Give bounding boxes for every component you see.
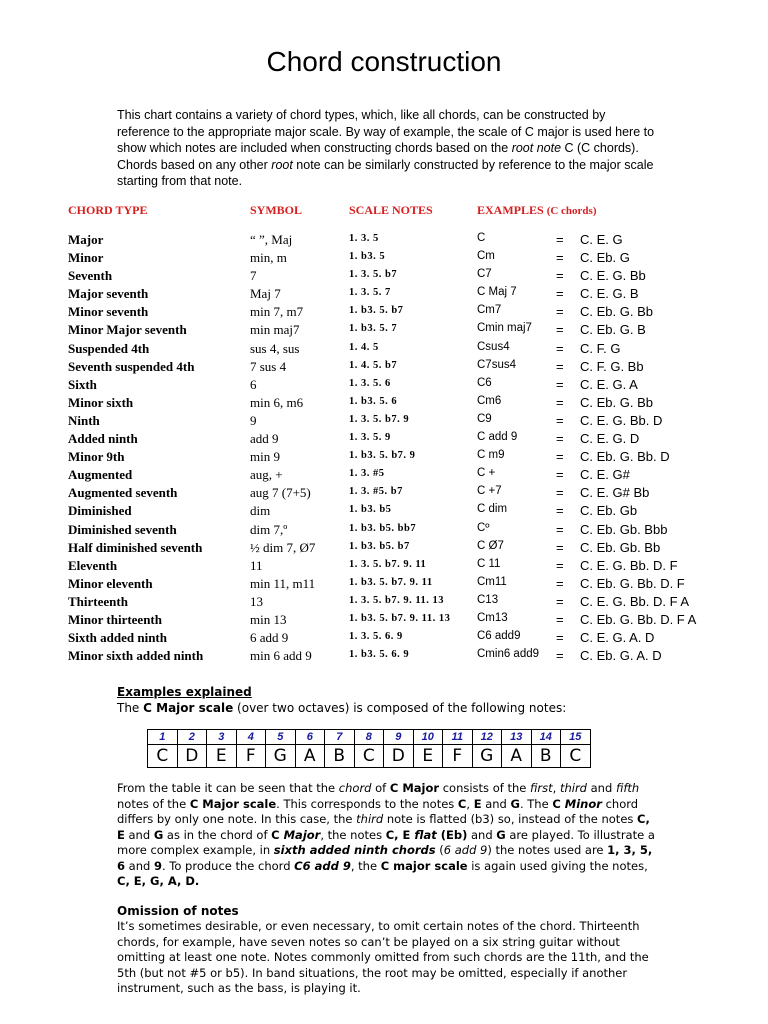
scale-note-cell: B <box>531 745 561 768</box>
table-row <box>0 268 768 286</box>
symbol-cell: min 11, m11 <box>250 575 316 591</box>
scale-degree-cell: 13 <box>502 730 532 745</box>
example-cell: C9 <box>477 412 492 425</box>
symbol-cell: min, m <box>250 250 287 266</box>
example-cell: Cm11 <box>477 575 507 588</box>
explanation-segment: and <box>125 858 154 873</box>
table-row <box>0 377 768 395</box>
equals-sign: = <box>556 611 564 627</box>
symbol-cell: ½ dim 7, Ø7 <box>250 539 316 555</box>
chord-type-cell: Minor sixth <box>68 394 134 410</box>
chord-type-cell: Sixth <box>68 376 97 392</box>
example-cell: C +7 <box>477 485 502 498</box>
chord-type-cell: Eleventh <box>68 557 118 573</box>
explanation-segment: , the <box>350 858 381 873</box>
chord-type-cell: Suspended 4th <box>68 340 150 356</box>
scale-degree-cell: 4 <box>236 730 266 745</box>
scale-notes-cell: 1. b3. b5 <box>349 504 392 516</box>
explanation-segment: C <box>552 796 565 811</box>
table-row <box>0 576 768 594</box>
explanation-segment: C Major scale <box>189 796 277 811</box>
explanation-segment: , <box>552 781 560 795</box>
result-notes-cell: C. E. G. Bb. D. F A <box>580 593 690 609</box>
explanation-segment: ( <box>435 843 444 857</box>
scale-note-cell: D <box>177 745 207 768</box>
symbol-cell: “ ”, Maj <box>250 232 293 247</box>
result-notes-cell: C. Eb. Gb. Bbb <box>580 521 668 537</box>
explanation-segment: . This corresponds to the notes <box>276 796 458 811</box>
scale-degree-cell: 1 <box>148 730 178 745</box>
explanation-segment: C <box>271 827 284 842</box>
intro-root-note: root note <box>511 141 562 155</box>
table-row <box>0 286 768 304</box>
scale-notes-cell: 1. 3. 5. 6. 9 <box>349 631 403 643</box>
symbol-cell: 6 <box>250 376 257 392</box>
equals-sign: = <box>556 648 564 664</box>
scale-notes-cell: 1. b3. 5. b7. 9 <box>349 450 416 462</box>
table-row <box>0 431 768 449</box>
scale-note-cell: E <box>207 745 237 768</box>
table-row <box>0 467 768 485</box>
explanation-segment: sixth added ninth chords <box>273 843 436 857</box>
example-cell: C add 9 <box>477 431 518 444</box>
symbol-cell: 6 add 9 <box>250 630 289 646</box>
example-cell: C 11 <box>477 557 501 570</box>
explanation-segment: C <box>457 796 467 811</box>
explanation-segment: of <box>371 781 390 795</box>
explanation-segment: , the notes <box>320 827 386 842</box>
explanation-segment: C, E <box>117 812 650 842</box>
result-notes-cell: C. Eb. G. Bb. D <box>580 449 670 465</box>
example-cell: C7 <box>477 268 492 281</box>
symbol-cell: Maj 7 <box>250 286 281 302</box>
example-cell: C m9 <box>477 449 505 462</box>
table-row <box>0 250 768 268</box>
explanation-segment: . The <box>519 796 553 811</box>
example-cell: Cm <box>477 250 495 263</box>
explanation-segment: 1, 3, 5, 6 <box>117 843 653 873</box>
result-notes-cell: C. E. G# <box>580 467 630 483</box>
explanation-segment: fifth <box>615 781 640 795</box>
scale-notes-cell: 1. b3. 5. b7. 9. 11. 13 <box>349 612 451 624</box>
scale-notes-cell: 1. 3. 5 <box>349 233 379 244</box>
chord-type-cell: Minor eleventh <box>68 575 153 591</box>
explanation-segment: C Major <box>389 781 440 795</box>
table-row <box>0 322 768 340</box>
symbol-cell: min maj7 <box>250 322 300 338</box>
explanation-segment: and <box>481 796 511 811</box>
example-cell: Cmin6 add9 <box>477 648 540 661</box>
table-row <box>0 304 768 322</box>
symbol-cell: aug, + <box>250 467 283 483</box>
scale-notes-cell: 1. 3. 5. b7 <box>349 269 398 281</box>
example-cell: C <box>477 232 486 244</box>
result-notes-cell: C. E. G. Bb. D. F <box>580 557 678 573</box>
page-title: Chord construction <box>266 46 502 77</box>
result-notes-cell: C. E. G. Bb <box>580 268 646 284</box>
symbol-cell: min 9 <box>250 449 280 465</box>
table-row <box>0 449 768 467</box>
chord-type-cell: Augmented <box>68 467 133 483</box>
scale-notes-cell: 1. 3. #5 <box>349 468 385 480</box>
chord-type-cell: Diminished <box>68 503 132 519</box>
scale-degree-cell: 8 <box>354 730 384 745</box>
result-notes-cell: C. Eb. Gb <box>580 503 638 519</box>
explanation-segment: chord differs by only one note. In this case, the <box>117 796 639 826</box>
explanation-segment: chord <box>338 781 372 795</box>
examples-intro <box>117 701 657 717</box>
chord-type-cell: Diminished seventh <box>68 521 177 537</box>
scale-degree-cell: 2 <box>177 730 207 745</box>
scale-note-cell: A <box>502 745 532 768</box>
equals-sign: = <box>556 358 564 374</box>
symbol-cell: 11 <box>250 557 263 573</box>
explanation-segment: C major scale <box>380 858 468 873</box>
result-notes-cell: C. E. G. D <box>580 431 640 447</box>
symbol-cell: min 13 <box>250 611 287 627</box>
result-notes-cell: C. E. G. A. D <box>580 630 655 646</box>
header-chord-type: CHORD TYPE <box>68 203 148 217</box>
equals-sign: = <box>556 449 564 465</box>
example-cell: Cº <box>477 521 490 534</box>
explanation-segment: and <box>586 781 616 795</box>
table-row <box>0 612 768 630</box>
explanation-segment: C6 add 9 <box>294 858 351 873</box>
example-cell: C + <box>477 467 496 480</box>
chord-type-cell: Thirteenth <box>68 593 128 609</box>
scale-note-cell: F <box>443 745 473 768</box>
scale-degree-cell: 12 <box>472 730 502 745</box>
scale-note-cell: C <box>148 745 178 768</box>
example-cell: Cm7 <box>477 304 502 317</box>
explanation-segment: (Eb) <box>436 827 468 842</box>
explanation-segment: . To produce the chord <box>161 858 295 873</box>
example-cell: C13 <box>477 593 499 606</box>
table-row <box>0 413 768 431</box>
scale-notes-cell: 1. b3. b5. bb7 <box>349 522 417 534</box>
scale-degree-row <box>148 730 591 745</box>
scale-degree-cell: 10 <box>413 730 443 745</box>
scale-notes-cell: 1. b3. 5. b7. 9. 11 <box>349 576 433 588</box>
chord-type-cell: Added ninth <box>68 431 138 447</box>
chord-type-cell: Major seventh <box>68 286 149 302</box>
result-notes-cell: C. E. G# Bb <box>580 485 650 501</box>
explanation-segment: notes of the <box>117 796 190 811</box>
symbol-cell: sus 4, sus <box>250 340 300 356</box>
scale-note-cell: D <box>384 745 414 768</box>
symbol-cell: 9 <box>250 412 257 428</box>
examples-heading: Examples explained <box>117 685 252 699</box>
table-row <box>0 540 768 558</box>
equals-sign: = <box>556 232 564 247</box>
explanation-segment: are played. To illustrate a more complex example, in <box>117 827 655 857</box>
result-notes-cell: C. Eb. G. B <box>580 322 646 338</box>
result-notes-cell: C. F. G <box>580 340 621 356</box>
scale-notes-cell: 1. 3. 5. b7. 9 <box>349 413 410 425</box>
example-cell: C6 add9 <box>477 630 521 643</box>
symbol-cell: 7 sus 4 <box>250 358 287 374</box>
equals-sign: = <box>556 322 564 338</box>
table-row <box>0 558 768 576</box>
explanation-paragraph <box>117 781 657 890</box>
explanation-segment: flat <box>414 827 437 842</box>
table-row <box>0 232 768 250</box>
scale-notes-cell: 1. b3. b5. b7 <box>349 540 410 552</box>
example-cell: Cm6 <box>477 394 502 407</box>
intro-root: root <box>271 157 293 172</box>
chord-type-cell: Minor Major seventh <box>68 322 187 338</box>
result-notes-cell: C. Eb. G. Bb. D. F <box>580 575 685 591</box>
explanation-segment: , <box>466 796 474 811</box>
chord-type-cell: Seventh suspended 4th <box>68 358 195 374</box>
explanation-segment: From the table it can be seen that the <box>117 781 339 795</box>
intro-paragraph <box>117 107 657 190</box>
explanation-segment: and <box>124 827 154 842</box>
table-row <box>0 594 768 612</box>
scale-notes-cell: 1. b3. 5. 6. 9 <box>349 649 410 661</box>
result-notes-cell: C. E. G <box>580 232 623 247</box>
table-row <box>0 648 768 666</box>
intro-text-3: note can be similarly constructed by reference to the major scale starting from that note. <box>117 157 654 188</box>
scale-note-cell: C <box>561 745 591 768</box>
omission-paragraph: It’s sometimes desirable, or even necessary, to omit certain notes of the chord. Thirteenth chords, for example, have seven notes so can’t be played on a six string guitar without omitting at least one note. Notes commonly omitted from such chords are the 11th, and the 5th (but not #5 or b5). In band situations, the root may be omitted, especially if another instrument, such as the bass, is playing it. <box>117 919 649 995</box>
example-cell: C dim <box>477 503 508 516</box>
explanation-segment: as in the chord of <box>163 827 272 842</box>
example-cell: Csus4 <box>477 340 510 353</box>
scale-note-cell: F <box>236 745 266 768</box>
header-examples-sub: (C chords) <box>546 205 597 217</box>
equals-sign: = <box>556 394 564 410</box>
explanation-segment: G <box>153 827 164 842</box>
symbol-cell: add 9 <box>250 431 279 447</box>
explanation-segment: first <box>529 781 553 795</box>
chord-type-cell: Minor thirteenth <box>68 611 162 627</box>
example-cell: C6 <box>477 376 492 389</box>
equals-sign: = <box>556 630 564 646</box>
scale-notes-cell: 1. 3. 5. b7. 9. 11. 13 <box>349 594 445 606</box>
scale-degree-cell: 5 <box>266 730 296 745</box>
example-cell: C Ø7 <box>477 539 504 552</box>
result-notes-cell: C. E. G. Bb. D <box>580 412 663 428</box>
examples-intro-c: (over two octaves) is composed of the following notes: <box>233 701 567 715</box>
example-cell: Cmin maj7 <box>477 322 532 335</box>
explanation-segment: C, E, G, A, D. <box>117 874 200 888</box>
explanation-segment: third <box>356 812 384 826</box>
scale-notes-cell: 1. b3. 5. 6 <box>349 395 398 407</box>
result-notes-cell: C. Eb. G. Bb. D. F A <box>580 611 697 627</box>
result-notes-cell: C. Eb. G. Bb <box>580 394 653 410</box>
c-major-scale-table <box>147 729 591 768</box>
examples-intro-b: C Major scale <box>143 701 234 715</box>
result-notes-cell: C. Eb. G. A. D <box>580 648 662 664</box>
scale-note-cell: G <box>472 745 502 768</box>
explanation-segment: ) the notes used are <box>487 843 608 857</box>
chord-type-cell: Ninth <box>68 412 100 428</box>
equals-sign: = <box>556 467 564 483</box>
chord-type-cell: Sixth added ninth <box>68 630 167 646</box>
result-notes-cell: C. E. G. B <box>580 286 639 302</box>
scale-note-cell: C <box>354 745 384 768</box>
explanation-segment: is again used giving the notes, <box>467 858 648 873</box>
explanation-segment: G <box>510 796 520 811</box>
scale-notes-cell: 1. 4. 5 <box>349 341 379 353</box>
symbol-cell: min 6, m6 <box>250 394 304 410</box>
table-row <box>0 485 768 503</box>
example-cell: C7sus4 <box>477 358 516 371</box>
equals-sign: = <box>556 431 564 447</box>
example-cell: Cm13 <box>477 611 508 624</box>
examples-intro-a: The <box>117 701 144 715</box>
symbol-cell: min 6 add 9 <box>250 648 312 664</box>
example-cell: C Maj 7 <box>477 286 517 299</box>
equals-sign: = <box>556 376 564 392</box>
result-notes-cell: C. Eb. Gb. Bb <box>580 539 661 555</box>
equals-sign: = <box>556 557 564 573</box>
chord-type-cell: Major <box>68 232 104 247</box>
header-examples <box>477 203 597 218</box>
header-symbol: SYMBOL <box>250 203 303 217</box>
equals-sign: = <box>556 539 564 555</box>
omission-heading: Omission of notes <box>117 904 239 918</box>
symbol-cell: dim <box>250 503 271 519</box>
explanation-segment: 6 add 9 <box>443 843 488 857</box>
equals-sign: = <box>556 268 564 284</box>
scale-notes-cell: 1. 3. 5. 7 <box>349 287 391 299</box>
explanation-segment: 9 <box>153 858 162 873</box>
equals-sign: = <box>556 503 564 519</box>
equals-sign: = <box>556 593 564 609</box>
explanation-segment: and <box>467 827 497 842</box>
chord-type-cell: Seventh <box>68 268 113 284</box>
chord-type-cell: Half diminished seventh <box>68 539 203 555</box>
result-notes-cell: C. Eb. G. Bb <box>580 304 653 320</box>
scale-degree-cell: 15 <box>561 730 591 745</box>
scale-note-cell: B <box>325 745 355 768</box>
explanation-segment: Minor <box>564 796 602 811</box>
scale-degree-cell: 3 <box>207 730 237 745</box>
symbol-cell: dim 7,º <box>250 521 288 537</box>
header-examples-label: EXAMPLES <box>477 203 544 217</box>
table-row <box>0 359 768 377</box>
result-notes-cell: C. F. G. Bb <box>580 358 644 374</box>
equals-sign: = <box>556 340 564 356</box>
result-notes-cell: C. Eb. G <box>580 250 630 266</box>
scale-notes-cell: 1. 4. 5. b7 <box>349 359 398 371</box>
explanation-segment: Major <box>283 827 321 842</box>
scale-note-row <box>148 745 591 768</box>
symbol-cell: 7 <box>250 268 257 284</box>
chord-table <box>0 232 768 666</box>
equals-sign: = <box>556 575 564 591</box>
equals-sign: = <box>556 521 564 537</box>
scale-notes-cell: 1. b3. 5. b7 <box>349 305 404 317</box>
table-row <box>0 630 768 648</box>
explanation-segment: consists of the <box>439 781 530 795</box>
table-row <box>0 395 768 413</box>
scale-degree-cell: 11 <box>443 730 473 745</box>
chord-type-cell: Minor seventh <box>68 304 149 320</box>
scale-notes-cell: 1. 3. 5. b7. 9. 11 <box>349 558 427 570</box>
scale-notes-cell: 1. 3. 5. 9 <box>349 432 391 444</box>
intro-text-1: This chart contains a variety of chord types, which, like all chords, can be constructed by reference to the appropriate major scale. By way of example, the scale of C major is used here to show which notes are included when constructing chords based on the <box>117 108 655 155</box>
chord-type-cell: Minor <box>68 250 104 266</box>
chord-type-cell: Augmented seventh <box>68 485 178 501</box>
table-row <box>0 522 768 540</box>
equals-sign: = <box>556 286 564 302</box>
explanation-segment: C, E <box>385 827 415 842</box>
scale-note-cell: A <box>295 745 325 768</box>
intro-text-2: C (C chords). Chords based on any other <box>117 141 639 172</box>
symbol-cell: min 7, m7 <box>250 304 304 320</box>
symbol-cell: 13 <box>250 593 263 609</box>
equals-sign: = <box>556 304 564 320</box>
symbol-cell: aug 7 (7+5) <box>250 485 311 501</box>
scale-degree-cell: 6 <box>295 730 325 745</box>
chord-type-cell: Minor sixth added ninth <box>68 648 204 664</box>
explanation-segment: G <box>496 827 506 842</box>
scale-degree-cell: 14 <box>531 730 561 745</box>
table-row <box>0 341 768 359</box>
header-scale-notes: SCALE NOTES <box>349 203 433 217</box>
scale-notes-cell: 1. b3. 5. 7 <box>349 323 398 335</box>
scale-note-cell: E <box>413 745 443 768</box>
explanation-segment: third <box>559 781 587 795</box>
explanation-segment: E <box>473 796 482 811</box>
scale-notes-cell: 1. 3. 5. 6 <box>349 377 391 389</box>
chord-type-cell: Minor 9th <box>68 449 125 465</box>
scale-note-cell: G <box>266 745 296 768</box>
explanation-segment: note is flatted (b3) so, instead of the notes <box>383 812 638 826</box>
equals-sign: = <box>556 412 564 428</box>
equals-sign: = <box>556 485 564 501</box>
equals-sign: = <box>556 250 564 266</box>
scale-notes-cell: 1. b3. 5 <box>349 251 386 263</box>
result-notes-cell: C. E. G. A <box>580 376 638 392</box>
scale-notes-cell: 1. 3. #5. b7 <box>349 486 403 498</box>
scale-degree-cell: 7 <box>325 730 355 745</box>
scale-degree-cell: 9 <box>384 730 414 745</box>
table-row <box>0 503 768 521</box>
